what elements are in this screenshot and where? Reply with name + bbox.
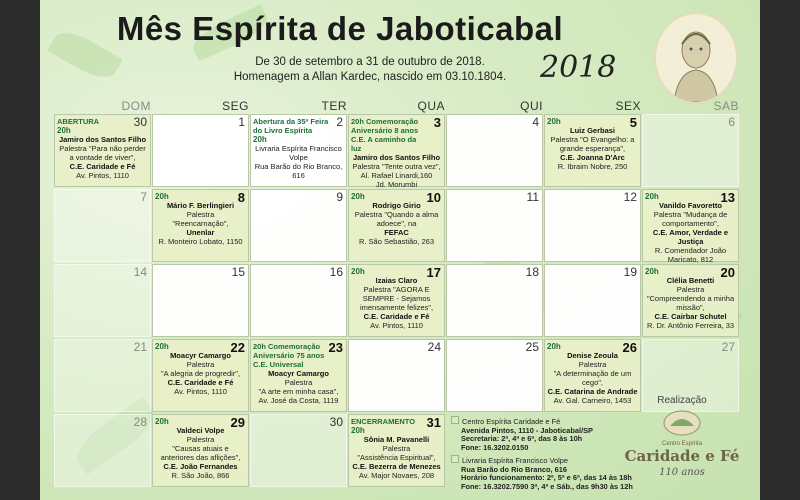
event-line: Av. Pintos, 1110 xyxy=(370,321,423,330)
event-details xyxy=(351,417,442,480)
day-number: 27 xyxy=(721,340,735,354)
event-heading: Abertura da 35ª Feira do Livro Espírita xyxy=(253,117,329,135)
info-line: Rua Barão do Rio Branco, 616 xyxy=(461,464,567,474)
logo-emblem-icon xyxy=(662,408,702,436)
day-number: 21 xyxy=(133,340,147,354)
day-number: 19 xyxy=(623,265,637,279)
weekday-label: QUA xyxy=(417,99,445,113)
event-time: 20h xyxy=(253,135,267,144)
event-line: Palestra xyxy=(284,378,313,387)
anniversary-text: 110 anos xyxy=(659,467,705,478)
event-time: 20h xyxy=(547,117,561,126)
day-number: 6 xyxy=(728,115,735,129)
square-bullet-icon xyxy=(451,416,459,424)
day-cell xyxy=(446,114,543,187)
event-line: Palestra "Tente outra vez", xyxy=(352,162,441,171)
event-line: Av. Pintos, 1110 xyxy=(174,387,227,396)
event-details xyxy=(351,267,442,330)
event-line: Palestra xyxy=(186,210,215,219)
event-highlight: Moacyr Camargo xyxy=(268,369,329,378)
day-cell xyxy=(348,339,445,412)
day-cell xyxy=(250,189,347,262)
day-number: 31 xyxy=(426,415,441,430)
event-line: "Compreendendo a minha missão", xyxy=(646,294,735,312)
event-time: 20h xyxy=(645,267,659,276)
event-line: R. São Sebastião, 263 xyxy=(358,237,435,246)
event-highlight: Denise Zeoula xyxy=(567,351,618,360)
event-line: Palestra "Para não perder a vontade de viver", xyxy=(59,144,146,162)
event-details xyxy=(155,417,246,480)
day-number: 26 xyxy=(622,340,637,355)
day-number: 5 xyxy=(629,115,637,130)
event-heading: ENCERRAMENTO xyxy=(351,417,416,426)
event-line: Livraria Espírita Francisco Volpe xyxy=(255,144,342,162)
day-cell xyxy=(544,264,641,337)
event-line: Av. José da Costa, 1119 xyxy=(258,396,339,405)
event-details xyxy=(645,267,736,330)
day-number: 30 xyxy=(133,115,147,129)
info-livraria xyxy=(451,455,651,491)
day-number: 3 xyxy=(433,115,441,130)
event-highlight: C.E. Cairbar Schutel xyxy=(654,312,727,321)
logo-small-text: Centro Espírita xyxy=(661,441,703,447)
year-script: 2018 xyxy=(540,50,617,85)
event-time: 20h xyxy=(645,192,659,201)
poster-title: Mês Espírita de Jaboticabal xyxy=(116,10,564,47)
event-heading: 20h Comemoração Aniversário 8 anos C.E. A caminho da luz xyxy=(351,117,419,153)
organizer-logo xyxy=(622,395,742,490)
event-line: R. Ibraim Nobre, 250 xyxy=(557,162,628,171)
event-highlight: Rodrigo Girio xyxy=(372,201,421,210)
day-number: 23 xyxy=(328,340,343,355)
info-line: Secretaria: 2ª, 4ª e 6ª, das 8 às 10h xyxy=(461,434,583,444)
day-cell xyxy=(250,414,347,487)
event-line: "A arte em minha casa", xyxy=(258,387,339,396)
day-cell xyxy=(152,114,249,187)
allan-kardec-portrait xyxy=(654,12,738,104)
day-number: 10 xyxy=(426,190,441,205)
weekday-label: TER xyxy=(321,99,347,113)
event-highlight: Moacyr Camargo xyxy=(170,351,231,360)
event-line: R. Dr. Antônio Ferreira, 33 xyxy=(646,321,735,330)
day-cell xyxy=(250,114,347,187)
day-number: 4 xyxy=(532,115,539,129)
day-cell xyxy=(54,114,151,187)
event-line: Rua Barão do Rio Branco, 616 xyxy=(254,162,343,180)
event-line: Palestra "Mudança de comportamento", xyxy=(653,210,728,228)
event-details xyxy=(351,192,442,246)
day-number: 17 xyxy=(426,265,441,280)
day-cell xyxy=(446,264,543,337)
weekday-label: DOM xyxy=(121,99,151,113)
subtitle-homage: Homenagem a Allan Kardec, nascido em 03.10.1804. xyxy=(233,71,507,83)
event-line: R. Monteiro Lobato, 1150 xyxy=(158,237,243,246)
day-cell xyxy=(152,189,249,262)
day-number: 13 xyxy=(720,190,735,205)
event-highlight: FEFAC xyxy=(384,228,409,237)
event-time: 20h xyxy=(155,192,169,201)
event-time: 20h xyxy=(155,342,169,351)
event-time: 20h xyxy=(351,267,365,276)
day-cell xyxy=(54,189,151,262)
info-line: Centro Espírita Caridade e Fé xyxy=(451,416,651,427)
day-number: 20 xyxy=(720,265,735,280)
subtitle-dates: De 30 de setembro a 31 de outubro de 2018. xyxy=(255,56,485,68)
event-highlight: C.E. Amor, Verdade e Justiça xyxy=(652,228,729,246)
event-line: R. São João, 866 xyxy=(171,471,230,480)
day-number: 16 xyxy=(329,265,343,279)
event-line: Palestra xyxy=(676,285,705,294)
day-cell xyxy=(54,264,151,337)
info-line: Fone: 16.3202.7590 3ª, 4ª e Sáb., das 9h30 às 12h xyxy=(461,481,633,491)
day-number: 28 xyxy=(133,415,147,429)
day-number: 14 xyxy=(133,265,147,279)
event-line: Al. Rafael Linardi,160 xyxy=(360,171,433,180)
day-cell xyxy=(642,264,739,337)
event-highlight: C.E. Caridade e Fé xyxy=(69,162,136,171)
event-line: "Reencarnação", xyxy=(172,219,229,228)
day-cell xyxy=(348,189,445,262)
day-cell xyxy=(348,264,445,337)
event-details xyxy=(155,342,246,396)
event-line: Av. Gal. Carneiro, 1453 xyxy=(553,396,632,405)
event-line: Palestra xyxy=(186,360,215,369)
weekday-label: SAB xyxy=(713,99,739,113)
event-highlight: Izaias Claro xyxy=(375,276,418,285)
day-cell xyxy=(544,189,641,262)
day-number: 29 xyxy=(230,415,245,430)
weekday-label: SEG xyxy=(222,99,249,113)
event-highlight: C.E. João Fernandes xyxy=(163,462,238,471)
event-heading: 20h Comemoração Aniversário 75 anos C.E. Universal xyxy=(253,342,325,369)
event-details xyxy=(57,117,148,180)
day-number: 1 xyxy=(238,115,245,129)
info-line: Livraria Espírita Francisco Volpe xyxy=(451,455,651,466)
day-number: 12 xyxy=(623,190,637,204)
event-details xyxy=(547,117,638,171)
day-cell xyxy=(250,264,347,337)
event-line: "Causas atuais e anteriores das aflições", xyxy=(160,444,241,462)
day-number: 8 xyxy=(237,190,245,205)
weekday-label: SEX xyxy=(615,99,641,113)
event-highlight: Jamiro dos Santos Filho xyxy=(58,135,147,144)
event-highlight: C.E. Joanna D'Arc xyxy=(560,153,625,162)
calendar-poster xyxy=(40,0,760,500)
day-number: 18 xyxy=(525,265,539,279)
event-time: 20h xyxy=(57,126,71,135)
event-highlight: C.E. Caridade e Fé xyxy=(167,378,234,387)
event-details xyxy=(351,117,442,189)
day-number: 11 xyxy=(526,190,539,204)
day-number: 30 xyxy=(329,415,343,429)
event-line: Palestra "Quando a alma adoece", na xyxy=(354,210,439,228)
event-highlight: Unenlar xyxy=(186,228,215,237)
event-line: Jd. Morumbi xyxy=(375,180,418,189)
event-highlight: Sônia M. Pavanelli xyxy=(363,435,430,444)
event-line: Palestra "O Evangelho: a grande esperança", xyxy=(550,135,635,153)
event-time: 20h xyxy=(155,417,169,426)
event-highlight: Vanildo Favoretto xyxy=(659,201,722,210)
day-cell xyxy=(152,414,249,487)
event-details xyxy=(253,342,344,405)
event-time: 20h xyxy=(351,192,365,201)
event-line: Palestra xyxy=(186,435,215,444)
event-highlight: Clélia Benetti xyxy=(666,276,715,285)
day-cell xyxy=(348,114,445,187)
day-number: 25 xyxy=(525,340,539,354)
event-time: 20h xyxy=(547,342,561,351)
day-number: 22 xyxy=(230,340,245,355)
info-line: Fone: 16.3202.0150 xyxy=(461,442,529,452)
event-highlight: Valdeci Volpe xyxy=(176,426,225,435)
event-details xyxy=(253,117,344,180)
day-cell xyxy=(642,189,739,262)
day-cell xyxy=(152,339,249,412)
event-line: Av. Major Novaes, 208 xyxy=(358,471,435,480)
day-cell xyxy=(54,339,151,412)
day-cell xyxy=(642,114,739,187)
day-cell xyxy=(446,189,543,262)
event-highlight: Luiz Gerbasi xyxy=(569,126,615,135)
event-heading: ABERTURA xyxy=(57,117,100,126)
event-line: Av. Pintos, 1110 xyxy=(76,171,129,180)
day-cell xyxy=(250,339,347,412)
logo-name: Caridade e Fé xyxy=(624,447,740,465)
event-highlight: Jamiro dos Santos Filho xyxy=(352,153,441,162)
day-number: 9 xyxy=(336,190,343,204)
day-number: 2 xyxy=(336,115,343,129)
weekday-label: QUI xyxy=(520,99,543,113)
event-highlight: Mário F. Berlingieri xyxy=(166,201,235,210)
event-line: "Assistência Espiritual", xyxy=(357,453,436,462)
day-cell xyxy=(152,264,249,337)
event-line: Palestra xyxy=(382,444,411,453)
event-line: Palestra "AGORA E SEMPRE - Sejamos imensamente felizes", xyxy=(359,285,434,312)
day-number: 24 xyxy=(427,340,441,354)
event-highlight: C.E. Caridade e Fé xyxy=(363,312,430,321)
event-highlight: C.E. Catarina de Andrade xyxy=(547,387,638,396)
event-time: 20h xyxy=(351,426,365,435)
info-caridade-fe xyxy=(451,416,651,452)
day-cell xyxy=(544,114,641,187)
day-cell xyxy=(54,414,151,487)
event-line: "A alegria de progredir", xyxy=(160,369,241,378)
event-line: "A determinação de um cego", xyxy=(553,369,632,387)
day-number: 7 xyxy=(140,190,147,204)
event-details xyxy=(645,192,736,264)
event-line: Palestra xyxy=(578,360,607,369)
square-bullet-icon xyxy=(451,455,459,463)
info-line: Avenida Pintos, 1110 - Jaboticabal/SP xyxy=(461,425,593,435)
day-cell xyxy=(348,414,445,487)
realizacao-label: Realização xyxy=(657,395,707,406)
day-number: 15 xyxy=(231,265,245,279)
event-highlight: C.E. Bezerra de Menezes xyxy=(352,462,441,471)
info-line: Horário funcionamento: 2ª, 5ª e 6ª, das 14 às 18h xyxy=(461,473,632,483)
event-details xyxy=(155,192,246,246)
day-cell xyxy=(446,339,543,412)
event-line: R. Comendador João Maricato, 812 xyxy=(654,246,727,264)
